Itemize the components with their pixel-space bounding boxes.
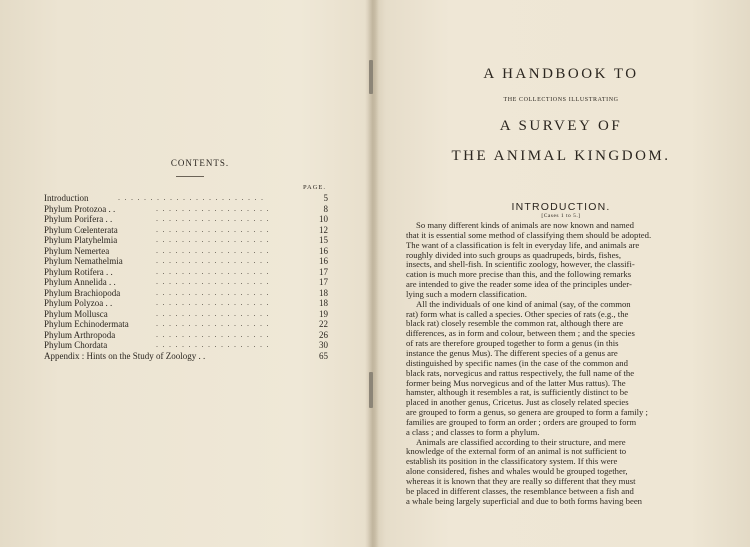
toc-entry-label: Phylum Protozoa . . <box>44 203 116 214</box>
body-line: whereas it is known that they are really so different that they must <box>406 475 636 486</box>
body-line: be placed in different classes, the resemblance between a fish and <box>406 485 634 496</box>
leader-dots: .................. <box>156 203 273 213</box>
leader-dots: .................. <box>156 287 273 297</box>
body-line: a whale being largely superficial and due to both forms having been <box>406 495 643 506</box>
toc-entry[interactable] <box>44 193 328 204</box>
toc-entry[interactable] <box>44 267 328 278</box>
body-line: All the individuals of one kind of animal (say, of the common <box>416 298 631 309</box>
leader-dots: .................. <box>156 266 273 276</box>
toc-entry-page: 19 <box>319 308 328 319</box>
title-collections: THE COLLECTIONS ILLUSTRATING <box>503 97 619 103</box>
toc-entry[interactable] <box>44 330 328 341</box>
body-line: are grouped to form a genus, so genera are grouped to form a family ; <box>406 407 648 418</box>
body-line: former being Mus norvegicus and of the latter Mus rattus). The <box>406 377 626 388</box>
toc-entry[interactable] <box>44 214 328 225</box>
leader-dots: .................. <box>156 298 273 307</box>
toc-entry[interactable] <box>44 288 328 299</box>
toc-entry[interactable] <box>44 319 328 330</box>
toc-entry[interactable] <box>44 256 328 267</box>
body-line: black rat) closely resemble the common rat, although there are <box>406 318 624 329</box>
toc-entry-page: 8 <box>323 203 328 214</box>
title-handbook: A HANDBOOK TO <box>483 66 639 82</box>
leader-dots: .................. <box>156 256 273 265</box>
toc-entry-page: 15 <box>319 235 328 245</box>
toc-entry[interactable] <box>44 225 328 236</box>
toc-entry[interactable] <box>44 351 328 362</box>
title-survey: A SURVEY OF <box>499 118 623 134</box>
body-line: of rats are therefore grouped together to form a genus (in this <box>406 338 619 349</box>
body-line: black rats, norvegicus and rattus respectively, the full name of the <box>406 367 635 378</box>
toc-entry[interactable] <box>44 235 328 246</box>
toc-entry[interactable] <box>44 204 328 215</box>
toc-entry-label: Phylum Polyzoa . . <box>44 298 113 308</box>
leader-dots: .................. <box>156 308 273 318</box>
toc-entry[interactable] <box>44 277 328 288</box>
toc-entry-label: Phylum Arthropoda <box>44 329 116 340</box>
page-column-header: PAGE. <box>303 184 327 191</box>
toc-entry-label: Appendix : Hints on the Study of Zoology . . <box>44 350 206 361</box>
leader-dots: ....................... <box>118 193 268 202</box>
toc-entry-page: 26 <box>319 329 328 340</box>
toc-entry-page: 16 <box>319 245 328 256</box>
toc-entry-page: 17 <box>319 266 328 277</box>
body-line: instance the genus Mus). The different species of a genus are <box>406 347 618 358</box>
body-line: lying such a modern classification. <box>406 288 527 299</box>
body-line: placed in another genus, Cricetus. Just as closely related species <box>406 397 629 408</box>
body-line: establish its position in the classificatory system. If this were <box>406 456 618 467</box>
title-animal-kingdom: THE ANIMAL KINGDOM. <box>451 148 671 164</box>
leader-dots: .................. <box>156 277 273 286</box>
toc-entry-page: 10 <box>319 214 328 224</box>
toc-entry-label: Phylum Chordata <box>44 340 108 350</box>
body-line: families are grouped to form an order ; orders are grouped to form <box>406 416 637 427</box>
body-line: are intended to give the reader some idea of the principles under- <box>406 279 632 290</box>
toc-entry-label: Phylum Echinodermata <box>44 319 129 329</box>
toc-entry-page: 22 <box>319 319 328 329</box>
body-line: cation is much more precise than this, and the following remarks <box>406 269 632 280</box>
toc-entry[interactable] <box>44 309 328 320</box>
introduction-heading: INTRODUCTION. <box>511 201 611 213</box>
body-line: rat) form what is called a species. Other species of rats (e.g., the <box>406 308 629 319</box>
toc-entry-label: Phylum Brachiopoda <box>44 287 121 298</box>
toc-entry-page: 18 <box>319 287 328 298</box>
toc-entry-label: Phylum Nemertea <box>44 245 110 256</box>
toc-entry-label: Phylum Nemathelmia <box>44 256 123 266</box>
body-line: Animals are classified according to their structure, and mere <box>416 436 626 447</box>
leader-dots: .................. <box>156 235 273 244</box>
body-line: differences, as in form and colour, between them ; and the species <box>406 328 635 339</box>
toc-entry-label: Introduction <box>44 193 89 203</box>
contents-divider <box>176 176 204 177</box>
toc-entry-page: 18 <box>319 298 328 308</box>
leader-dots: .................. <box>156 214 273 223</box>
body-line: that it is essential some method of classifying them should be adopted. <box>406 229 652 240</box>
introduction-body <box>406 221 696 506</box>
toc-entry-label: Phylum Annelida . . <box>44 277 116 287</box>
toc-entry-page: 30 <box>319 340 328 350</box>
toc-entry-label: Phylum Cœlenterata <box>44 224 118 235</box>
contents-title: CONTENTS. <box>170 158 230 168</box>
cases-note: [Cases 1 to 5.] <box>541 213 581 219</box>
toc-entry-page: 65 <box>319 350 328 361</box>
body-line: The want of a classification is felt in everyday life, and animals are <box>406 239 640 250</box>
toc-entry[interactable] <box>44 298 328 309</box>
body-line: insects, and shell-fish. In scientific zoology, however, the classifi- <box>406 259 635 270</box>
leader-dots: .................. <box>156 329 273 339</box>
toc-entry-label: Phylum Porifera . . <box>44 214 113 224</box>
toc-entry-page: 16 <box>319 256 328 266</box>
body-line: alone considered, fishes and whales would be grouped together, <box>406 466 628 477</box>
leader-dots: .................. <box>156 245 273 255</box>
body-line: knowledge of the external form of an animal is not sufficient to <box>406 446 627 457</box>
leader-dots: .................. <box>156 340 273 349</box>
toc-entry-page: 17 <box>319 277 328 287</box>
toc-entry-page: 12 <box>319 224 328 235</box>
body-line: distinguished by specific names (in the case of the common and <box>406 357 628 368</box>
toc-entry[interactable] <box>44 340 328 351</box>
body-line: So many different kinds of animals are now known and named <box>416 220 634 230</box>
toc-entry-label: Phylum Mollusca <box>44 308 108 319</box>
table-of-contents <box>44 193 328 361</box>
toc-entry-label: Phylum Rotifera . . <box>44 266 113 277</box>
toc-entry-label: Phylum Platyhelmia <box>44 235 118 245</box>
body-line: a class ; and classes to form a phylum. <box>406 426 540 437</box>
body-line: roughly divided into such groups as quadrupeds, birds, fishes, <box>406 249 621 260</box>
toc-entry[interactable] <box>44 246 328 257</box>
body-line: hamster, although it resembles a rat, is sufficiently distinct to be <box>406 387 628 398</box>
leader-dots: .................. <box>156 319 273 328</box>
toc-entry-page: 5 <box>323 193 328 203</box>
leader-dots: .................. <box>156 224 273 234</box>
